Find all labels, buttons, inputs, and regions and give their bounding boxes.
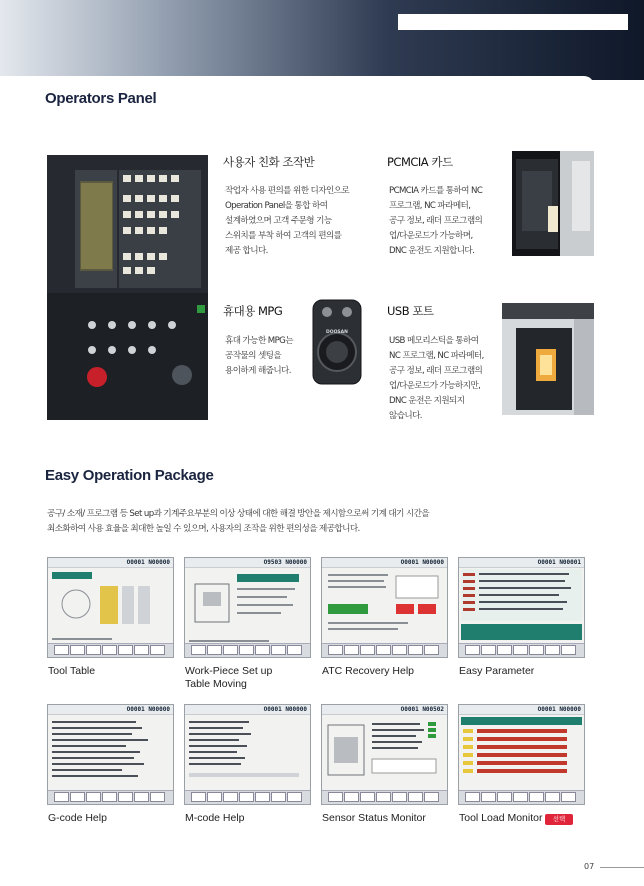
feature-title-mpg: 휴대용 MPG — [223, 304, 283, 318]
feature-body-usb: USB 메모리스틱을 통하여 NC 프로그램, NC 파라메터, 공구 정보, 래더 프로그램의 업/다운로드가 가능하지만, DNC 운전은 지원되지 않습니다. — [389, 336, 484, 421]
feature-body-panel: 작업자 사용 편의를 위한 디자인으로 Operation Panel을 통합 하여 설계하였으며 고객 주문형 기능 스위치를 부착 하여 고객의 편의를 제공 합니다. — [225, 186, 350, 256]
header-banner — [0, 0, 644, 80]
tool-table-screen: O0001 N00000 — [47, 557, 174, 658]
m-code-help-screen: O0001 N00000 — [184, 704, 311, 805]
caption-easy-parameter: Easy Parameter — [459, 665, 535, 677]
page-number: 07 — [584, 862, 595, 871]
caption-tool-load-monitor: Tool Load Monitor — [459, 812, 543, 824]
section-title-operators-panel: Operators Panel — [45, 90, 157, 107]
header-label-box — [398, 14, 628, 30]
caption-m-code-help: M-code Help — [185, 812, 245, 824]
caption-g-code-help: G-code Help — [48, 812, 107, 824]
feature-title-pcmcia: PCMCIA 카드 — [387, 155, 453, 169]
page-number-rule — [600, 867, 644, 868]
section-title-easy-operation: Easy Operation Package — [45, 467, 214, 484]
caption-atc-recovery: ATC Recovery Help — [322, 665, 414, 677]
caption-sensor-status: Sensor Status Monitor — [322, 812, 426, 824]
easy-parameter-screen: O0001 N00001 — [458, 557, 585, 658]
handwheel-brand-label: DOOSAN — [326, 330, 348, 335]
pcmcia-slot-photo — [512, 151, 594, 256]
option-badge: 선택 — [545, 814, 573, 825]
sensor-status-screen: O0001 N00502 — [321, 704, 448, 805]
feature-body-pcmcia: PCMCIA 카드를 통하여 NC 프로그램, NC 파라메터, 공구 정보, 래더 프로그램의 업/다운로드가 가능하며, DNC 운전도 지원합니다. — [389, 186, 483, 256]
g-code-help-screen: O0001 N00000 — [47, 704, 174, 805]
feature-title-panel: 사용자 친화 조작반 — [223, 155, 315, 169]
operator-panel-photo — [47, 155, 208, 420]
atc-recovery-screen: O0001 N00000 — [321, 557, 448, 658]
tool-load-monitor-screen: O0001 N00000 — [458, 704, 585, 805]
feature-title-usb: USB 포트 — [387, 304, 434, 318]
usb-port-photo — [502, 303, 594, 415]
work-piece-setup-screen: O9503 N00000 — [184, 557, 311, 658]
intro-paragraph: 공구/ 소재/ 프로그램 등 Set up과 기계주요부분의 이상 상태에 대한 해결 방안을 제시함으로써 기계 대기 시간을 최소화하여 사용 효율을 최대한 높일 수 있으며, 사용자의 조작을 위한 편의성을 제공합니다. — [47, 509, 430, 534]
caption-work-piece-setup: Work-Piece Set up Table Moving — [185, 665, 273, 690]
caption-tool-table: Tool Table — [48, 665, 96, 677]
handwheel-photo — [311, 298, 363, 386]
feature-body-mpg: 휴대 가능한 MPG는 공작물의 셋팅을 용이하게 해줍니다. — [225, 336, 293, 376]
